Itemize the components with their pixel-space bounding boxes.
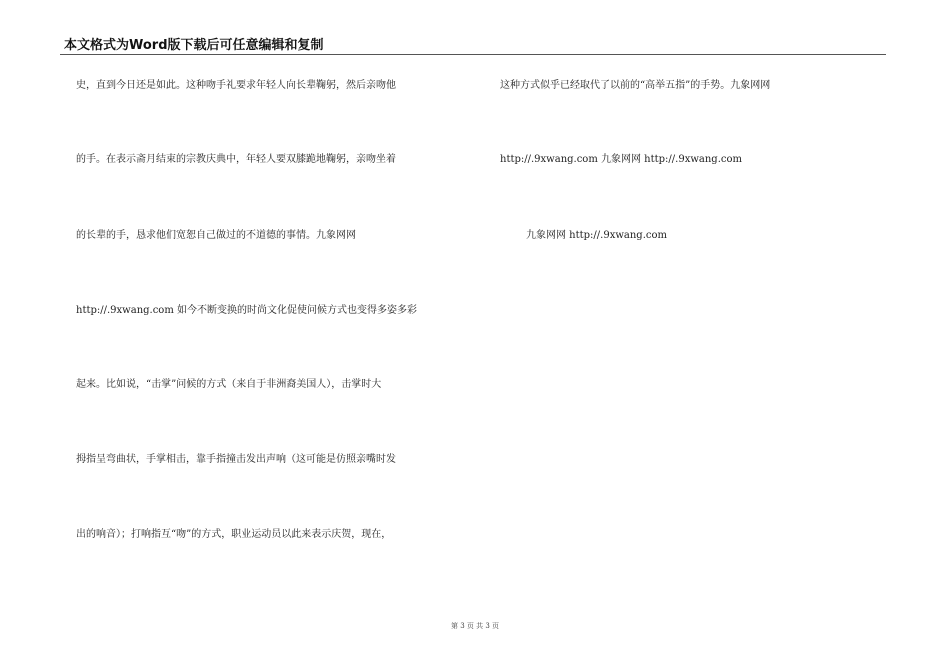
text-line: 这种方式似乎已经取代了以前的“高举五指”的手势。九象网网 [500, 80, 771, 91]
text-line: http://.9xwang.com 九象网网 http://.9xwang.com [500, 154, 742, 165]
text-line: 拇指呈弯曲状，手掌相击，靠手指撞击发出声响（这可能是仿照亲嘴时发 [76, 454, 396, 465]
text-line: 史，直到今日还是如此。这种吻手礼要求年轻人向长辈鞠躬，然后亲吻他 [76, 80, 396, 91]
header-divider [60, 54, 886, 55]
page-header [64, 38, 886, 54]
text-line: 出的响音）；打响指互“吻”的方式，职业运动员以此来表示庆贺，现在， [76, 529, 392, 540]
text-line: 九象网网 http://.9xwang.com [526, 230, 667, 241]
document-title: 本文格式为Word版下载后可任意编辑和复制 [64, 38, 324, 53]
page-number: 第 3 页 共 3 页 [450, 622, 500, 630]
text-line: 起来。比如说，“击掌”问候的方式（来自于非洲裔美国人），击掌时大 [76, 379, 382, 390]
text-line: http://.9xwang.com 如今不断变换的时尚文化促使问候方式也变得多姿多彩 [76, 305, 417, 316]
text-line: 的长辈的手，恳求他们宽恕自己做过的不道德的事情。九象网网 [76, 230, 356, 241]
text-line: 的手。在表示斋月结束的宗教庆典中，年轻人要双膝跪地鞠躬，亲吻坐着 [76, 154, 396, 165]
